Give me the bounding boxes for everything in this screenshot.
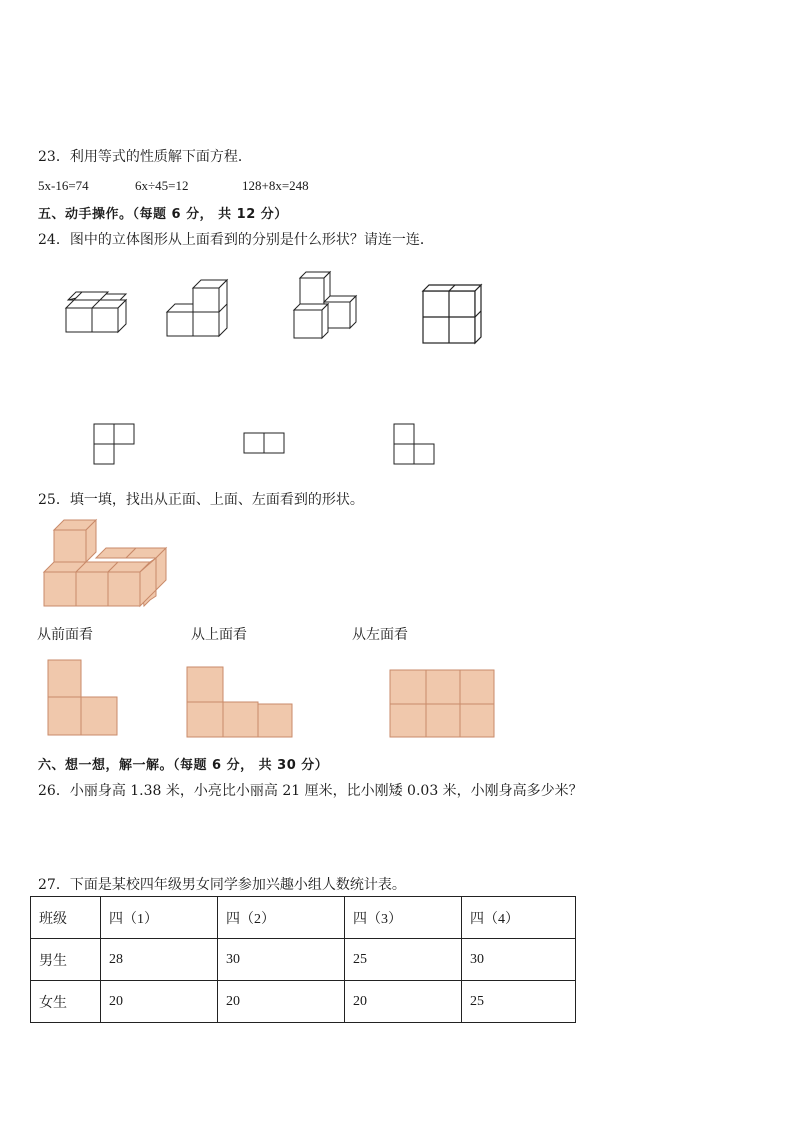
cube-solid-figure <box>40 516 172 608</box>
table-header-row <box>31 897 576 939</box>
q23-equation-1: 5x-16=74 <box>38 178 89 193</box>
table-cell: 25 <box>462 981 576 1023</box>
table-cell: 25 <box>345 939 462 981</box>
view-top-shape <box>186 666 294 738</box>
view-label-front: 从前面看 <box>37 627 93 643</box>
table-header-cell: 四（1） <box>101 897 218 939</box>
section5-title: 五、动手操作。（每题 6 分， 共 12 分） <box>38 207 288 222</box>
view-label-top: 从上面看 <box>191 627 247 643</box>
top-view-3 <box>393 423 437 465</box>
table-cell: 女生 <box>31 981 101 1023</box>
table-cell: 20 <box>345 981 462 1023</box>
section6-title: 六、想一想，解一解。（每题 6 分， 共 30 分） <box>38 758 329 773</box>
table-cell: 30 <box>218 939 345 981</box>
view-label-left: 从左面看 <box>352 627 408 643</box>
solid-figure-2 <box>163 276 233 342</box>
table-cell: 20 <box>218 981 345 1023</box>
stat-table <box>30 896 576 1023</box>
top-view-2 <box>243 432 287 454</box>
table-row <box>31 981 576 1023</box>
q27-prompt: 27．下面是某校四年级男女同学参加兴趣小组人数统计表。 <box>38 877 406 893</box>
q23-equation-3: 128+8x=248 <box>242 178 309 193</box>
q25-prompt: 25．填一填，找出从正面、上面、左面看到的形状。 <box>38 492 364 508</box>
view-left-shape <box>389 669 497 739</box>
table-row <box>31 939 576 981</box>
table-header-cell: 四（2） <box>218 897 345 939</box>
table-header-cell: 四（3） <box>345 897 462 939</box>
table-header-cell: 四（4） <box>462 897 576 939</box>
q23-equation-2: 6x÷45=12 <box>135 178 189 193</box>
table-header-cell: 班级 <box>31 897 101 939</box>
solid-figure-4 <box>420 282 486 348</box>
solid-figure-1 <box>60 288 130 338</box>
view-front-shape <box>47 659 119 737</box>
table-cell: 28 <box>101 939 218 981</box>
table-cell: 男生 <box>31 939 101 981</box>
q24-prompt: 24．图中的立体图形从上面看到的分别是什么形状？请连一连． <box>38 232 434 248</box>
q26-prompt: 26．小丽身高 1.38 米，小亮比小丽高 21 厘米，比小刚矮 0.03 米，小刚身高多少米？ <box>38 783 583 799</box>
table-cell: 20 <box>101 981 218 1023</box>
q23-prompt: 23．利用等式的性质解下面方程． <box>38 149 252 165</box>
solid-figure-3 <box>290 270 362 342</box>
top-view-1 <box>93 423 137 465</box>
table-cell: 30 <box>462 939 576 981</box>
